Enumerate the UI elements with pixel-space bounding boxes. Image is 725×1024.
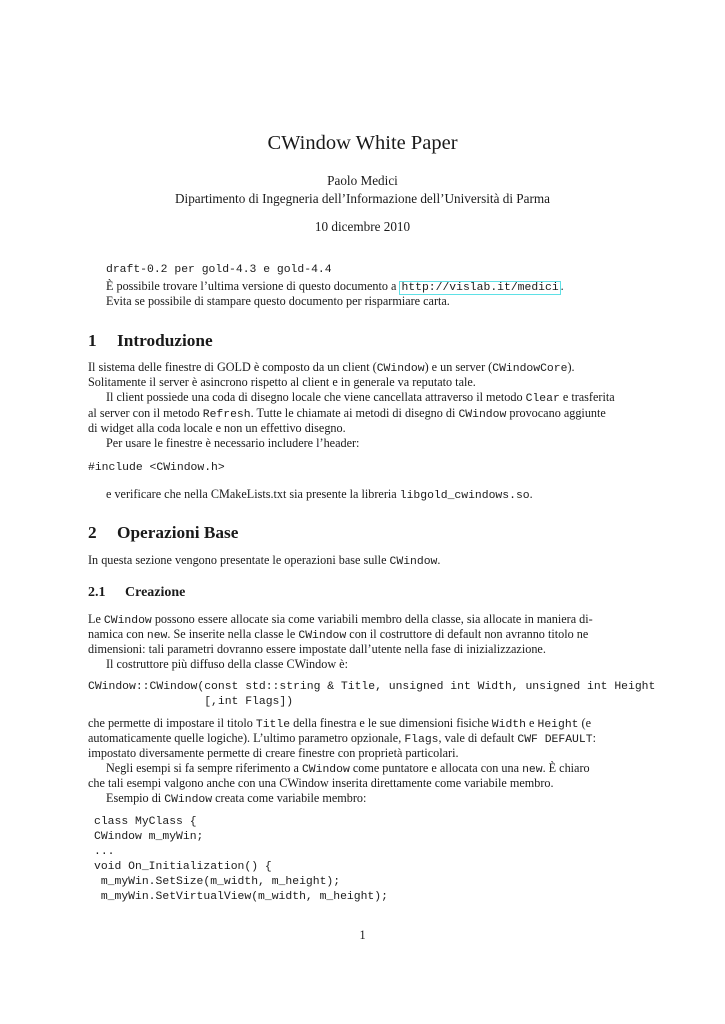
paragraph-line: di widget alla coda locale e non un effettivo disegno.	[88, 421, 346, 435]
code-inline: Title	[255, 719, 291, 731]
page-number: 1	[359, 928, 366, 942]
section-title: Operazioni Base	[117, 523, 239, 542]
text: creata come variabile membro:	[212, 791, 367, 805]
affiliation: Dipartimento di Ingegneria dell’Informazione dell’Università di Parma	[175, 191, 550, 206]
text: e	[525, 716, 538, 730]
text: , vale di default	[438, 731, 518, 745]
page-title: CWindow White Paper	[267, 132, 458, 154]
text: Esempio di	[106, 791, 165, 805]
paragraph-line: Solitamente il server è asincrono rispetto al client e in generale va reputato tale.	[88, 375, 476, 389]
code-line: m_myWin.SetSize(m_width, m_height);	[94, 876, 341, 888]
text: (e	[578, 716, 592, 730]
subsection-title: Creazione	[125, 585, 186, 600]
code-line: m_myWin.SetVirtualView(m_width, m_height);	[94, 891, 388, 903]
paragraph-line: che tali esempi valgono anche con una CWindow inserita direttamente come variabile membro.	[88, 776, 554, 790]
text: :	[592, 731, 596, 745]
code-inline: Refresh	[202, 409, 251, 421]
code-inline: Width	[491, 719, 526, 731]
text: In questa sezione vengono presentate le operazioni base sulle	[88, 553, 390, 567]
text: .	[529, 487, 533, 501]
subsection-number: 2.1	[88, 585, 106, 600]
text: che permette di impostare il titolo	[88, 716, 256, 730]
draft-line: draft-0.2 per gold-4.3 e gold-4.4	[106, 264, 332, 276]
text: possono essere allocate sia come variabili membro della classe, sia allocate in maniera di-	[151, 612, 593, 626]
text: automaticamente quelle logiche). L’ultimo parametro opzionale,	[88, 731, 405, 745]
text: . È chiaro	[542, 761, 590, 775]
url-link[interactable]: http://vislab.it/medici	[401, 282, 559, 294]
code-inline: CWindowCore	[492, 363, 568, 375]
author-name: Paolo Medici	[327, 173, 398, 188]
text: con il costruttore di default non avranno titolo ne	[346, 627, 589, 641]
include-code: #include <CWindow.h>	[88, 462, 225, 474]
paragraph-line	[106, 791, 366, 808]
paragraph-line	[106, 390, 615, 407]
section-number: 2	[88, 523, 97, 542]
code-inline: CWF DEFAULT	[517, 734, 593, 746]
paragraph-line	[88, 553, 440, 570]
code-inline: CWindow	[458, 409, 507, 421]
code-inline: CWindow	[376, 363, 425, 375]
paragraph-line: Per usare le finestre è necessario includere l’header:	[106, 436, 360, 450]
code-line: CWindow m_myWin;	[94, 831, 204, 843]
document-date: 10 dicembre 2010	[314, 219, 411, 234]
constructor-code-line-2: [,int Flags])	[88, 696, 294, 708]
code-line: ...	[94, 846, 115, 858]
code-inline: new	[522, 764, 543, 776]
latest-version-end: .	[560, 279, 564, 293]
paragraph-line: Il costruttore più diffuso della classe CWindow è:	[106, 657, 348, 671]
code-inline: Height	[537, 719, 579, 731]
print-notice: Evita se possibile di stampare questo documento per risparmiare carta.	[106, 294, 450, 308]
section-number: 1	[88, 331, 97, 350]
code-line: void On_Initialization() {	[94, 861, 272, 873]
code-inline: CWindow	[298, 630, 347, 642]
code-line: class MyClass {	[94, 816, 197, 828]
text: Il client possiede una coda di disegno locale che viene cancellata attraverso il metodo	[106, 390, 526, 404]
latest-version-text: È possibile trovare l’ultima versione di questo documento a	[106, 279, 400, 293]
text: . Se inserite nella classe le	[167, 627, 299, 641]
section-1-heading	[88, 330, 213, 352]
code-inline: Clear	[525, 393, 560, 405]
text: come puntatore e allocata con una	[349, 761, 523, 775]
code-inline: libgold_cwindows.so	[399, 490, 530, 502]
text: Le	[88, 612, 104, 626]
code-inline: CWindow	[103, 615, 152, 627]
paragraph-line: impostato diversamente permette di creare finestre con proprietà particolari.	[88, 746, 459, 760]
text: e verificare che nella CMakeLists.txt sia presente la libreria	[106, 487, 400, 501]
text: namica con	[88, 627, 147, 641]
constructor-code-line-1: CWindow::CWindow(const std::string & Title, unsigned int Width, unsigned int Height	[88, 681, 656, 693]
subsection-2-1-heading	[88, 584, 185, 602]
code-inline: Flags	[404, 734, 439, 746]
code-inline: CWindow	[164, 794, 213, 806]
text: e trasferita	[559, 390, 615, 404]
section-title: Introduzione	[117, 331, 213, 350]
section-2-heading	[88, 522, 238, 544]
text: Negli esempi si fa sempre riferimento a	[106, 761, 302, 775]
paragraph-line: dimensioni: tali parametri dovranno essere impostate dall’utente nella fase di inizializzazione.	[88, 642, 546, 656]
code-inline: CWindow	[301, 764, 350, 776]
code-inline: new	[146, 630, 168, 642]
code-inline: CWindow	[389, 556, 438, 568]
text: ).	[567, 360, 575, 374]
paragraph-line	[106, 487, 533, 504]
text: .	[437, 553, 441, 567]
text: Il sistema delle finestre di GOLD è composto da un client (	[88, 360, 377, 374]
text: della finestra e le sue dimensioni fisiche	[290, 716, 492, 730]
text: al server con il metodo	[88, 406, 203, 420]
text: . Tutte le chiamate ai metodi di disegno di	[250, 406, 459, 420]
text: provocano aggiunte	[506, 406, 606, 420]
text: ) e un server (	[424, 360, 493, 374]
